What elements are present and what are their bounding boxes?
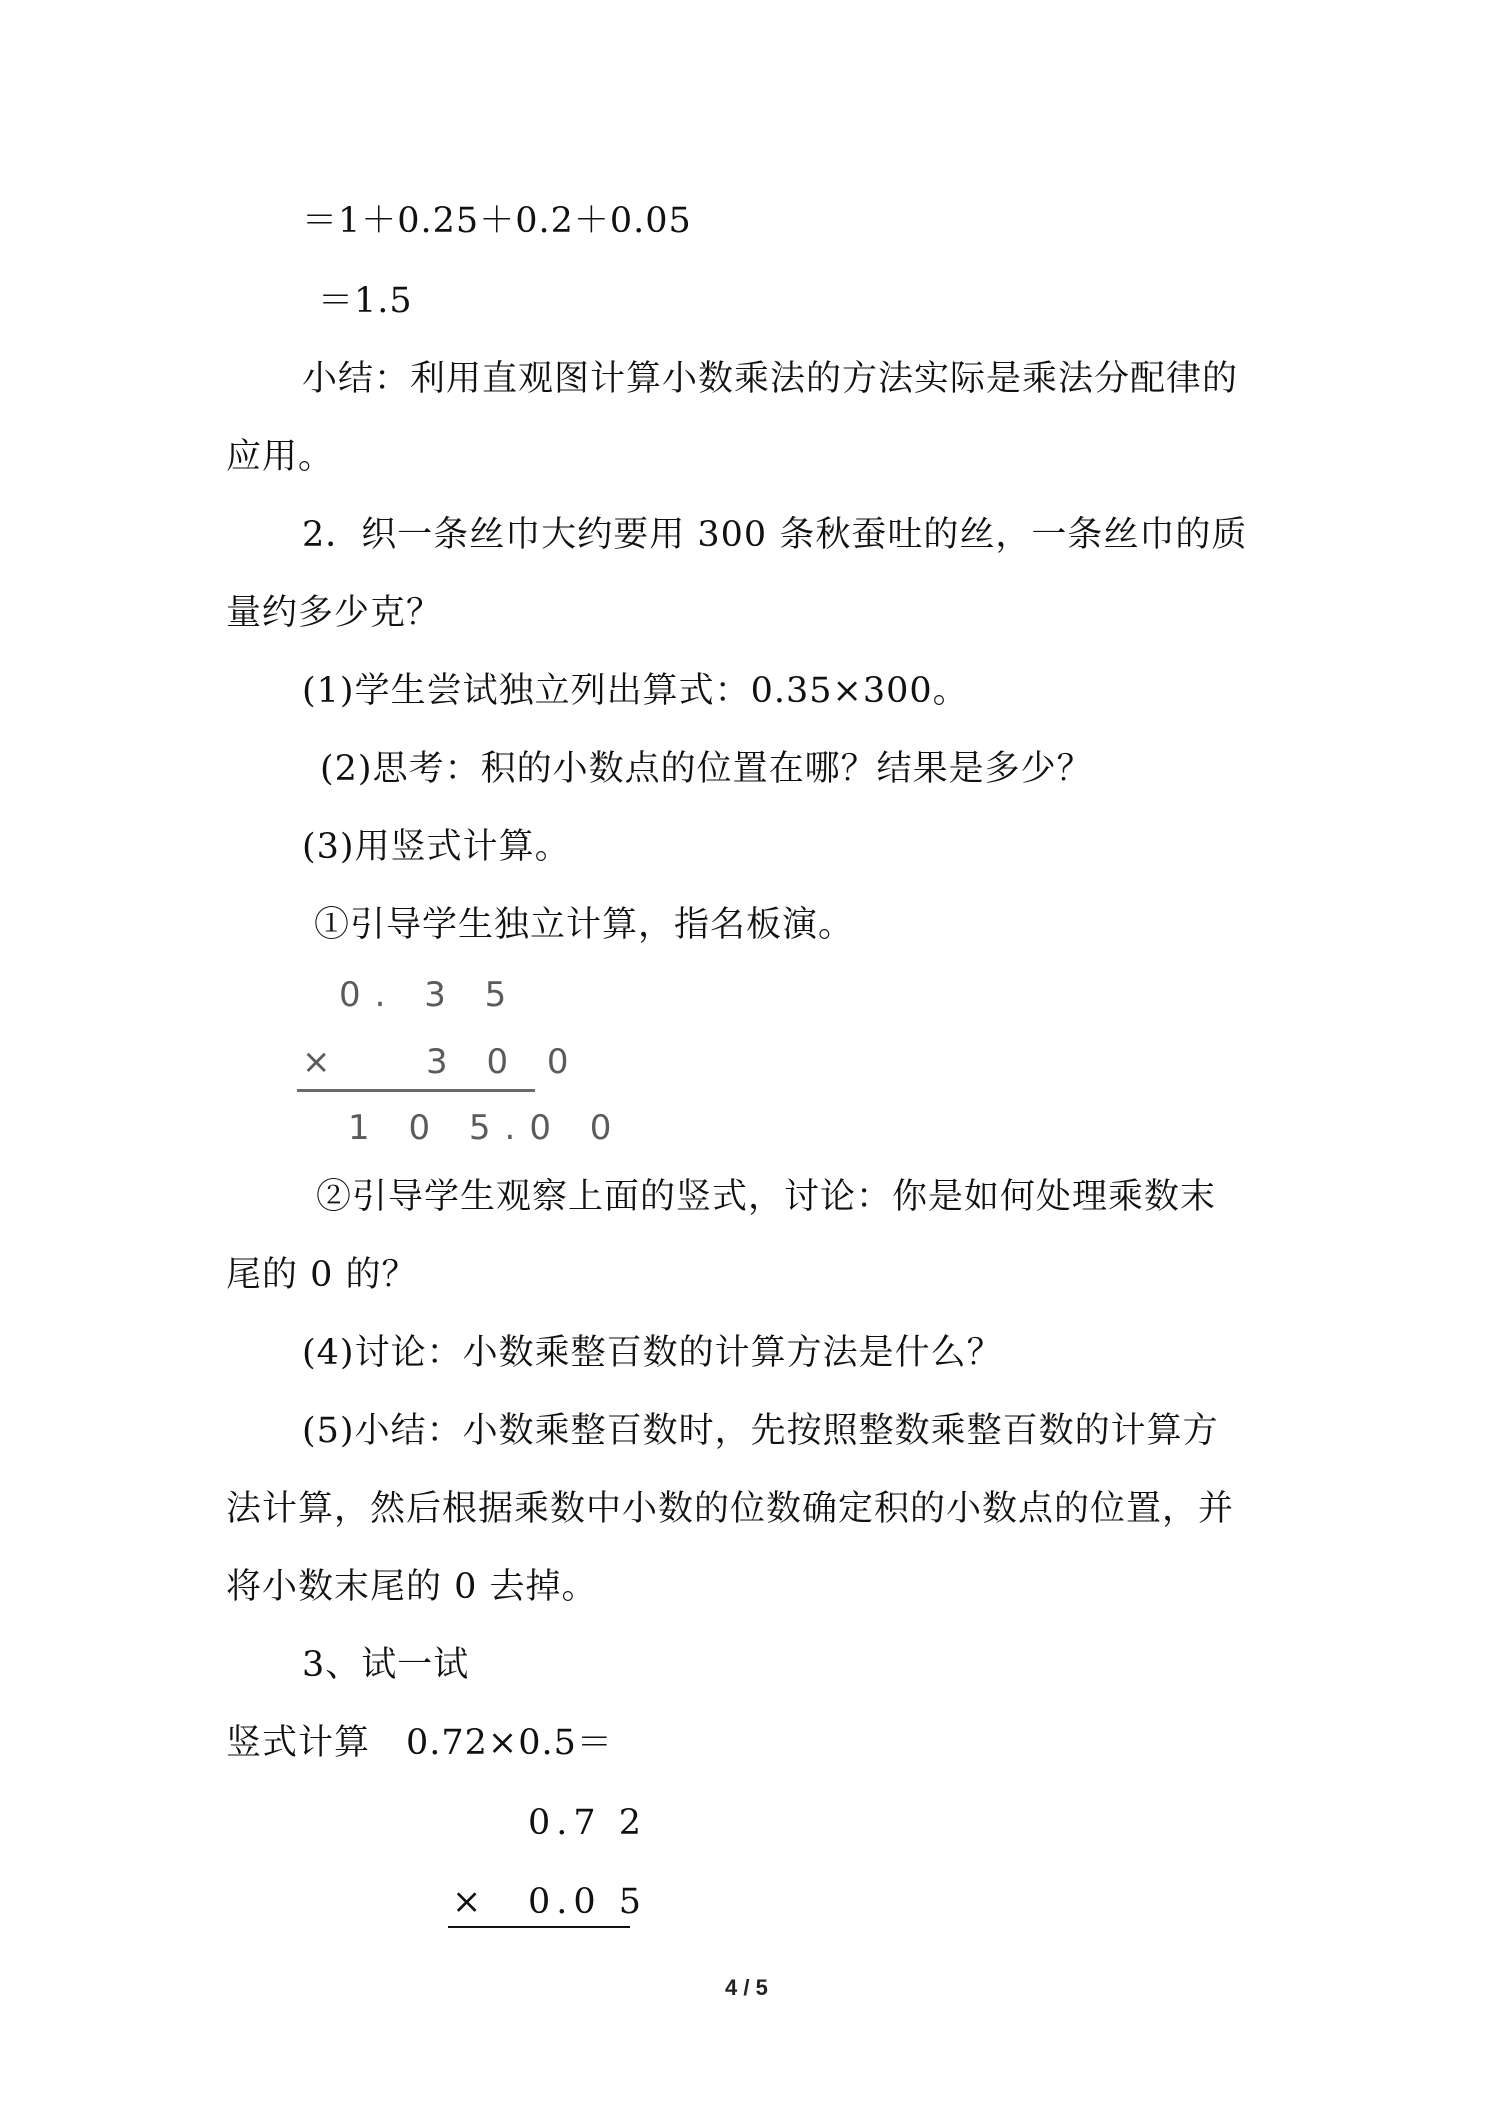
substep-2-text-cont: 尾的 0 的？ — [226, 1255, 418, 1295]
calc1-multiplier: 3 0 0 — [426, 1042, 583, 1082]
step-2-text: (2)思考：积的小数点的位置在哪？结果是多少？ — [320, 749, 1093, 789]
calc1-multiply-sign: × — [302, 1042, 345, 1082]
substep-2-text: ②引导学生观察上面的竖式，讨论：你是如何处理乘数末 — [316, 1177, 1217, 1217]
try-it-heading: 3、试一试 — [302, 1645, 470, 1685]
page-number: 4 / 5 — [725, 1975, 768, 2000]
calc2-multiply-sign: × — [452, 1882, 488, 1922]
step-5-text-cont-1: 法计算，然后根据乘数中小数的位数确定积的小数点的位置，并 — [226, 1489, 1235, 1529]
step-5-text-cont-2: 将小数末尾的 0 去掉。 — [226, 1567, 598, 1607]
vertical-calc-prompt: 竖式计算 0.72×0.5＝ — [226, 1723, 613, 1763]
calc2-rule — [448, 1926, 630, 1928]
problem-2-text: 2．织一条丝巾大约要用 300 条秋蚕吐的丝，一条丝巾的质 — [302, 515, 1248, 555]
substep-1-text: ①引导学生独立计算，指名板演。 — [314, 905, 855, 945]
calc1-rule — [297, 1089, 535, 1092]
equation-line-2: ＝1.5 — [318, 281, 413, 321]
summary-text-cont: 应用。 — [226, 437, 335, 477]
equation-line-1: ＝1＋0.25＋0.2＋0.05 — [302, 201, 692, 241]
problem-2-text-cont: 量约多少克？ — [226, 593, 443, 633]
step-1-text: (1)学生尝试独立列出算式：0.35×300。 — [302, 671, 969, 711]
step-4-text: (4)讨论：小数乘整百数的计算方法是什么？ — [302, 1333, 1003, 1373]
calc2-multiplier: 0.0 5 — [528, 1882, 648, 1922]
step-3-text: (3)用竖式计算。 — [302, 827, 571, 867]
calc2-multiplicand: 0.7 2 — [528, 1803, 648, 1843]
step-5-text: (5)小结：小数乘整百数时，先按照整数乘整百数的计算方 — [302, 1411, 1219, 1451]
calc1-product: 1 0 5.0 0 — [348, 1108, 626, 1148]
calc1-multiplicand: 0. 3 5 — [339, 975, 521, 1015]
summary-text: 小结：利用直观图计算小数乘法的方法实际是乘法分配律的 — [302, 359, 1239, 399]
